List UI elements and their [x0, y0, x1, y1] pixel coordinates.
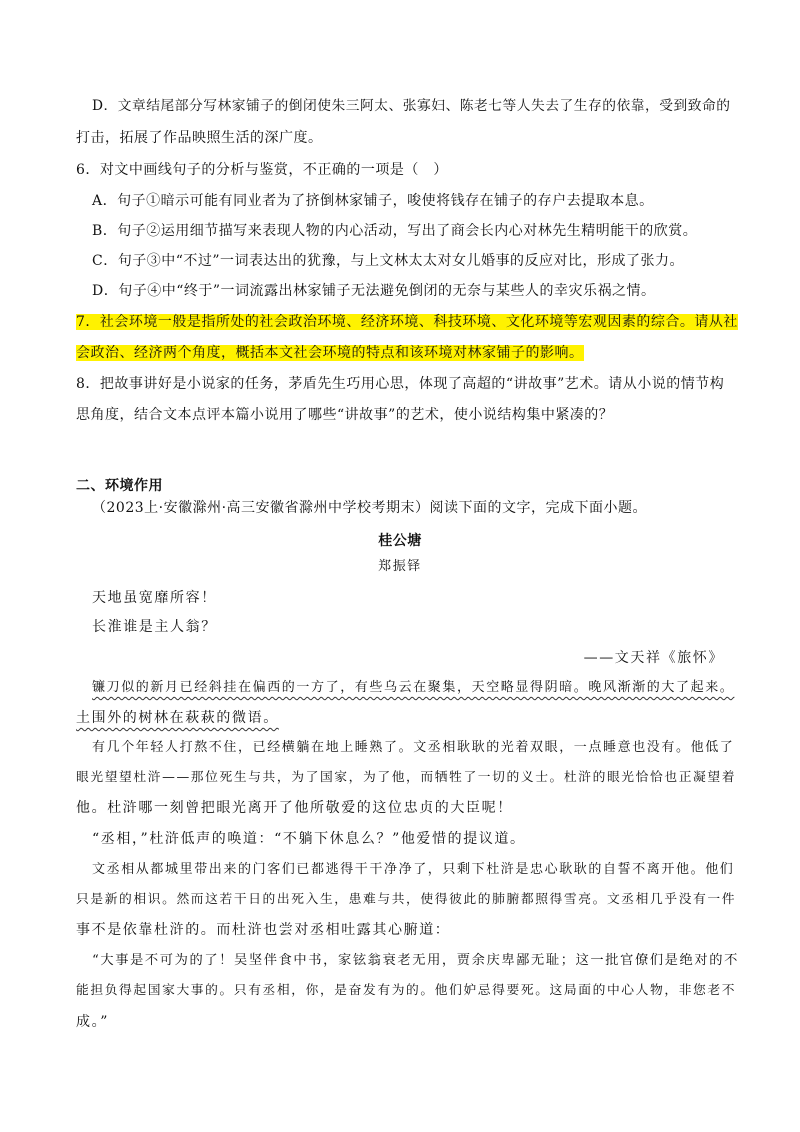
article-title: 桂公塘	[378, 533, 422, 549]
para1-line1: 镰刀似的新月已经斜挂在偏西的一方了，有些乌云在聚集，天空略显得阴暗。晚风渐渐的大了起来。	[92, 680, 735, 695]
article-author: 郑振铎	[378, 559, 422, 574]
para1-line2: 土围外的树林在萩萩的微语。	[76, 710, 279, 726]
epigraph-source: ——文天祥《旅怀》	[583, 650, 724, 666]
para5-line2: 能担负得起国家大事的。只有丞相，你，是奋发有为的。他们妒忌得要死。这局面的中心人物，非您老不	[76, 983, 737, 998]
q6-option-c: C．句子③中“不过”一词表达出的犹豫，与上文林太太对女儿婚事的反应对比，形成了张力。	[92, 253, 685, 269]
q7-line1: 7．社会环境一般是指所处的社会政治环境、经济环境、科技环境、文化环境等宏观因素的综合。请从社	[76, 314, 738, 330]
q6-option-a: A．句子①暗示可能有同业者为了挤倒林家铺子，唆使将钱存在铺子的存户去提取本息。	[92, 193, 654, 209]
q8-line2: 思角度，结合文本点评本篇小说用了哪些“讲故事”的艺术，使小说结构集中紧凑的？	[76, 407, 614, 423]
para4-line2: 只是新的相识。然而这若干日的出死入生，患难与共，使得彼此的肺腑都照得雪亮。文丞相几乎没有一件	[76, 892, 737, 907]
para5-line1: “大事是不可为的了！吴坚伴食中书，家铉翁衰老无用，贾余庆卑鄙无耻；这一批官僚们是绝对的不	[92, 953, 739, 968]
para4-line3: 事不是依靠杜浒的。而杜浒也尝对丞相吐露其心腑道：	[76, 922, 451, 938]
para2-line3: 他。杜浒哪一刻曾把眼光离开了他所敬爱的这位忠贞的大臣呢！	[76, 800, 513, 816]
q6-option-b: B．句子②运用细节描写来表现人物的内心活动，写出了商会长内心对林先生精明能干的欣赏。	[92, 223, 698, 239]
para2-line2: 眼光望望杜浒——那位死生与共，为了国家，为了他，而牺牲了一切的义士。杜浒的眼光恰恰也正凝望着	[76, 770, 737, 785]
para2-line1: 有几个年轻人打熬不住，已经横躺在地上睡熟了。文丞相耿耿的光着双眼，一点睡意也没有。他低了	[92, 740, 735, 755]
section-heading: 二、环境作用	[76, 478, 163, 494]
q7-line2: 会政治、经济两个角度，概括本文社会环境的特点和该环境对林家铺子的影响。	[76, 345, 584, 361]
section-source: （2023上·安徽滁州·高三安徽省滁州中学校考期末）阅读下面的文字，完成下面小题。	[92, 500, 648, 516]
q6-stem: 6．对文中画线句子的分析与鉴赏，不正确的一项是（ ）	[76, 162, 448, 178]
para5-line3: 成。”	[76, 1014, 109, 1030]
q5-option-d-line2: 打击，拓展了作品映照生活的深广度。	[76, 130, 323, 146]
q5-option-d-line1: D．文章结尾部分写林家铺子的倒闭使朱三阿太、张寡妇、陈老七等人失去了生存的依靠，受到致命的	[92, 98, 731, 114]
para3-line1: “丞相，”杜浒低声的唤道：“不躺下休息么？”他爱惜的提议道。	[92, 831, 526, 847]
para4-line1: 文丞相从都城里带出来的门客们已都逃得干干净净了，只剩下杜浒是忠心耿耿的自誓不离开他。他们	[92, 862, 735, 877]
epigraph-line1: 天地虽宽靡所容！	[92, 590, 217, 606]
q8-line1: 8．把故事讲好是小说家的任务，茅盾先生巧用心思，体现了高超的“讲故事”艺术。请从小说的情节构	[76, 376, 725, 392]
epigraph-line2: 长淮谁是主人翁？	[92, 619, 217, 635]
q6-option-d: D．句子④中“终于”一词流露出林家铺子无法避免倒闭的无奈与某些人的幸灾乐祸之情。	[92, 283, 656, 299]
